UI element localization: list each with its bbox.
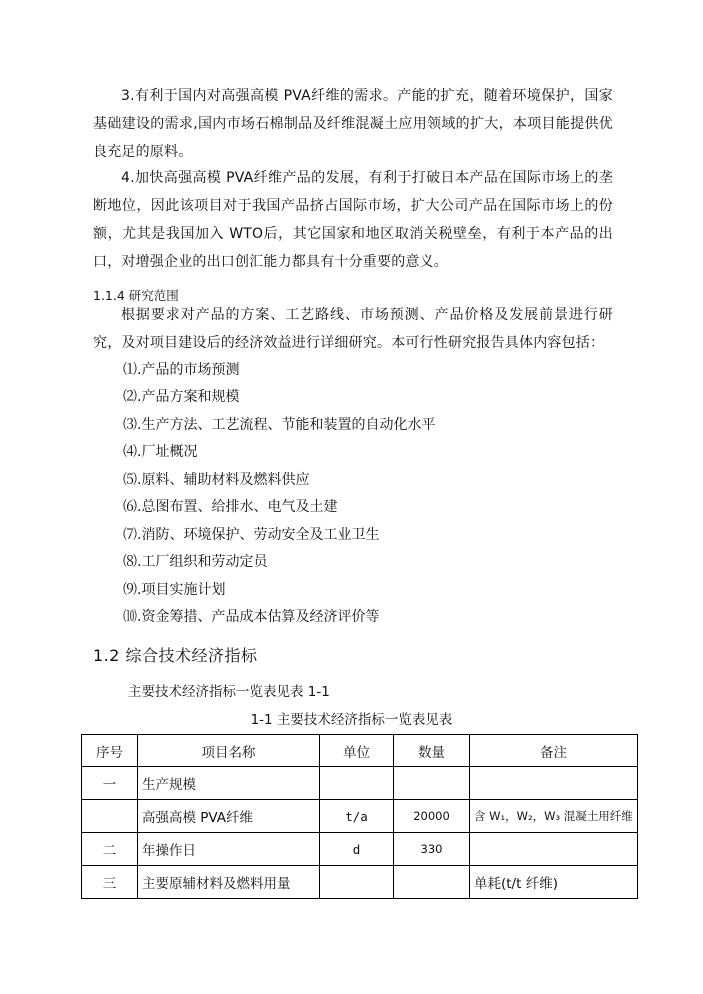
cell-name: 生产规模	[138, 767, 320, 800]
table-row	[82, 800, 638, 833]
list-item: ⑴.产品的市场预测	[123, 362, 240, 378]
cell-note	[470, 833, 638, 866]
section-heading-1-2: 1.2 综合技术经济指标	[93, 646, 258, 665]
header-no: 序号	[82, 735, 138, 767]
list-item: ⑻.工厂组织和劳动定员	[123, 554, 268, 570]
cell-note: 单耗(t/t 纤维)	[470, 866, 638, 899]
section-heading-1-1-4: 1.1.4 研究范围	[93, 288, 179, 303]
header-qty: 数量	[394, 735, 470, 767]
table-header-row	[82, 735, 638, 767]
paragraph-4: 4.加快高强高模 PVA纤维产品的发展，有利于打破日本产品在国际市场上的垄断地位，因此该项目对于我国产品挤占国际市场，扩大公司产品在国际市场上的份额，尤其是我国加入 WTO后，其它国家和地区取消关税壁垒，有利于本产品的出口，对增强企业的出口创汇能力都具有十分重要的意义。	[93, 170, 613, 270]
list-item: ⑵.产品方案和规模	[123, 389, 240, 405]
cell-no	[82, 800, 138, 833]
header-unit: 单位	[320, 735, 394, 767]
cell-name: 年操作日	[138, 833, 320, 866]
cell-qty: 330	[394, 833, 470, 866]
header-note: 备注	[470, 735, 638, 767]
cell-note: 含 W₁，W₂，W₃ 混凝土用纤维	[470, 800, 638, 833]
table-caption: 1-1 主要技术经济指标一览表见表	[250, 712, 453, 728]
paragraph-3: 3.有利于国内对高强高模 PVA纤维的需求。产能的扩充，随着环境保护，国家基础建设的需求,国内市场石棉制品及纤维混凝土应用领域的扩大，本项目能提供优良充足的原料。	[93, 88, 613, 160]
cell-qty	[394, 767, 470, 800]
table-row	[82, 833, 638, 866]
list-item: ⑹.总图布置、给排水、电气及土建	[123, 499, 338, 515]
table-row	[82, 767, 638, 800]
list-item: ⑸.原料、辅助材料及燃料供应	[123, 472, 310, 488]
cell-unit	[320, 866, 394, 899]
list-item: ⑽.资金筹措、产品成本估算及经济评价等	[123, 609, 380, 625]
cell-unit	[320, 767, 394, 800]
list-item: ⑷.厂址概况	[123, 444, 198, 460]
research-scope-intro: 根据要求对产品的方案、工艺路线、市场预测、产品价格及发展前景进行研究，及对项目建设后的经济效益进行详细研究。本可行性研究报告具体内容包括：	[93, 307, 613, 351]
table-intro: 主要技术经济指标一览表见表 1-1	[128, 684, 330, 700]
cell-no: 三	[82, 866, 138, 899]
tech-economic-table	[81, 734, 638, 899]
cell-note	[470, 767, 638, 800]
list-item: ⑶.生产方法、工艺流程、节能和装置的自动化水平	[123, 417, 436, 433]
list-item: ⑼.项目实施计划	[123, 582, 226, 598]
cell-no: 二	[82, 833, 138, 866]
table-row	[82, 866, 638, 899]
cell-no: 一	[82, 767, 138, 800]
cell-unit: d	[320, 833, 394, 866]
list-item: ⑺.消防、环境保护、劳动安全及工业卫生	[123, 527, 380, 543]
cell-qty: 20000	[394, 800, 470, 833]
header-name: 项目名称	[138, 735, 320, 767]
cell-qty	[394, 866, 470, 899]
cell-unit: t/a	[320, 800, 394, 833]
cell-name: 高强高模 PVA纤维	[138, 800, 320, 833]
cell-name: 主要原辅材料及燃料用量	[138, 866, 320, 899]
